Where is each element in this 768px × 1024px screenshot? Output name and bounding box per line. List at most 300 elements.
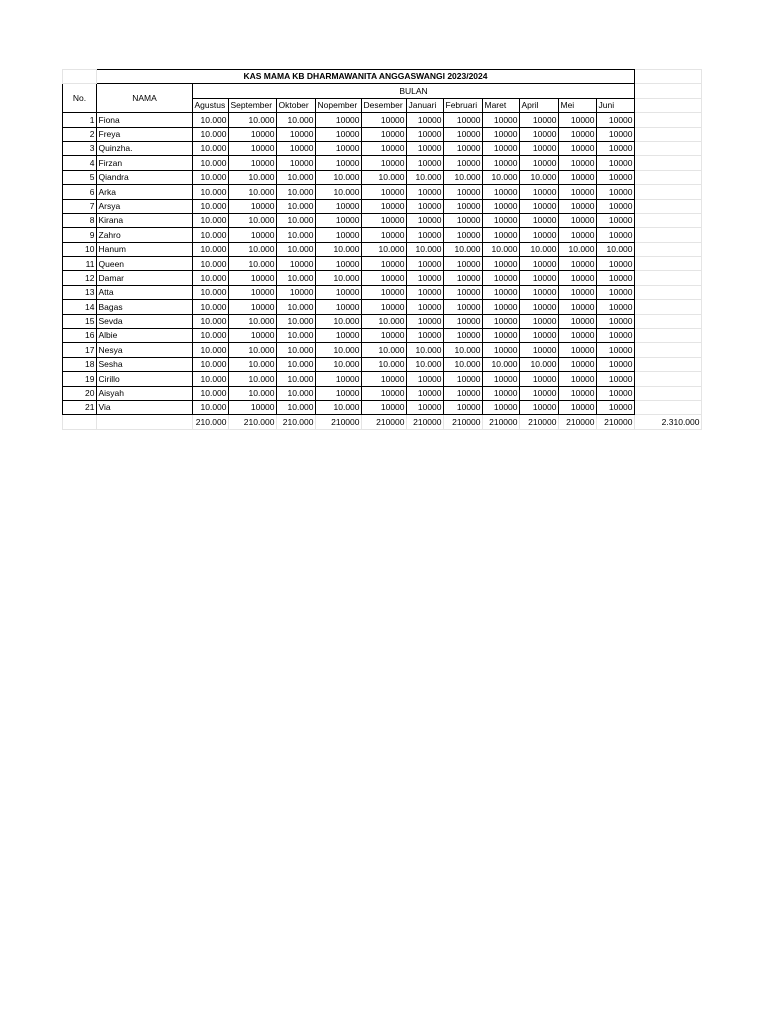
payment-cell-mei[interactable]: 10000 <box>559 329 597 343</box>
cell[interactable] <box>63 415 97 429</box>
month-header-juni[interactable]: Juni <box>597 98 635 112</box>
payment-cell-april[interactable]: 10000 <box>520 228 559 242</box>
payment-cell-februari[interactable]: 10000 <box>444 257 483 271</box>
payment-cell-agustus[interactable]: 10.000 <box>193 141 229 155</box>
row-number[interactable]: 21 <box>63 400 97 414</box>
student-name[interactable]: Albie <box>97 329 193 343</box>
payment-cell-agustus[interactable]: 10.000 <box>193 343 229 357</box>
payment-cell-oktober[interactable]: 10.000 <box>277 343 316 357</box>
cell[interactable] <box>635 84 702 98</box>
cell[interactable] <box>635 285 702 299</box>
row-number[interactable]: 8 <box>63 213 97 227</box>
payment-cell-agustus[interactable]: 10.000 <box>193 156 229 170</box>
cell[interactable] <box>635 242 702 256</box>
row-number[interactable]: 18 <box>63 357 97 371</box>
payment-cell-april[interactable]: 10000 <box>520 156 559 170</box>
payment-cell-februari[interactable]: 10.000 <box>444 242 483 256</box>
student-name[interactable]: Arka <box>97 185 193 199</box>
payment-cell-februari[interactable]: 10000 <box>444 228 483 242</box>
payment-cell-nopember[interactable]: 10.000 <box>316 357 362 371</box>
payment-cell-oktober[interactable]: 10.000 <box>277 372 316 386</box>
payment-cell-januari[interactable]: 10000 <box>407 257 444 271</box>
payment-cell-februari[interactable]: 10000 <box>444 329 483 343</box>
payment-cell-februari[interactable]: 10.000 <box>444 343 483 357</box>
payment-cell-nopember[interactable]: 10000 <box>316 228 362 242</box>
payment-cell-juni[interactable]: 10000 <box>597 300 635 314</box>
payment-cell-juni[interactable]: 10000 <box>597 185 635 199</box>
payment-cell-mei[interactable]: 10000 <box>559 228 597 242</box>
sheet-title[interactable]: KAS MAMA KB DHARMAWANITA ANGGASWANGI 2023/2024 <box>97 70 635 84</box>
total-april[interactable]: 210000 <box>520 415 559 429</box>
payment-cell-mei[interactable]: 10000 <box>559 400 597 414</box>
month-header-april[interactable]: April <box>520 98 559 112</box>
payment-cell-maret[interactable]: 10000 <box>483 113 520 127</box>
total-januari[interactable]: 210000 <box>407 415 444 429</box>
payment-cell-september[interactable]: 10000 <box>229 285 277 299</box>
payment-cell-maret[interactable]: 10000 <box>483 199 520 213</box>
payment-cell-oktober[interactable]: 10.000 <box>277 170 316 184</box>
payment-cell-april[interactable]: 10000 <box>520 343 559 357</box>
payment-cell-maret[interactable]: 10000 <box>483 127 520 141</box>
payment-cell-nopember[interactable]: 10000 <box>316 300 362 314</box>
payment-cell-nopember[interactable]: 10000 <box>316 257 362 271</box>
cell[interactable] <box>635 314 702 328</box>
payment-cell-april[interactable]: 10000 <box>520 329 559 343</box>
payment-cell-januari[interactable]: 10000 <box>407 113 444 127</box>
payment-cell-maret[interactable]: 10000 <box>483 386 520 400</box>
payment-cell-agustus[interactable]: 10.000 <box>193 213 229 227</box>
payment-cell-maret[interactable]: 10000 <box>483 285 520 299</box>
payment-cell-oktober[interactable]: 10.000 <box>277 199 316 213</box>
payment-cell-maret[interactable]: 10000 <box>483 228 520 242</box>
row-number[interactable]: 9 <box>63 228 97 242</box>
payment-cell-mei[interactable]: 10000 <box>559 285 597 299</box>
payment-cell-agustus[interactable]: 10.000 <box>193 257 229 271</box>
student-name[interactable]: Atta <box>97 285 193 299</box>
payment-cell-februari[interactable]: 10000 <box>444 271 483 285</box>
payment-cell-oktober[interactable]: 10000 <box>277 127 316 141</box>
payment-cell-agustus[interactable]: 10.000 <box>193 271 229 285</box>
payment-cell-oktober[interactable]: 10.000 <box>277 329 316 343</box>
payment-cell-januari[interactable]: 10000 <box>407 156 444 170</box>
bulan-header[interactable]: BULAN <box>193 84 635 98</box>
payment-cell-februari[interactable]: 10.000 <box>444 357 483 371</box>
payment-cell-april[interactable]: 10000 <box>520 141 559 155</box>
total-nopember[interactable]: 210000 <box>316 415 362 429</box>
payment-cell-april[interactable]: 10000 <box>520 386 559 400</box>
cell[interactable] <box>635 357 702 371</box>
student-name[interactable]: Kirana <box>97 213 193 227</box>
payment-cell-maret[interactable]: 10.000 <box>483 242 520 256</box>
payment-cell-september[interactable]: 10000 <box>229 300 277 314</box>
payment-cell-maret[interactable]: 10000 <box>483 271 520 285</box>
payment-cell-desember[interactable]: 10.000 <box>362 170 407 184</box>
payment-cell-desember[interactable]: 10000 <box>362 400 407 414</box>
month-header-oktober[interactable]: Oktober <box>277 98 316 112</box>
payment-cell-agustus[interactable]: 10.000 <box>193 113 229 127</box>
payment-cell-mei[interactable]: 10000 <box>559 185 597 199</box>
payment-cell-nopember[interactable]: 10000 <box>316 285 362 299</box>
payment-cell-maret[interactable]: 10000 <box>483 141 520 155</box>
student-name[interactable]: Damar <box>97 271 193 285</box>
payment-cell-agustus[interactable]: 10.000 <box>193 300 229 314</box>
payment-cell-september[interactable]: 10.000 <box>229 213 277 227</box>
payment-cell-agustus[interactable]: 10.000 <box>193 170 229 184</box>
payment-cell-juni[interactable]: 10000 <box>597 228 635 242</box>
payment-cell-mei[interactable]: 10000 <box>559 199 597 213</box>
payment-cell-agustus[interactable]: 10.000 <box>193 228 229 242</box>
cell[interactable] <box>635 127 702 141</box>
payment-cell-mei[interactable]: 10000 <box>559 257 597 271</box>
payment-cell-mei[interactable]: 10000 <box>559 372 597 386</box>
payment-cell-september[interactable]: 10.000 <box>229 314 277 328</box>
payment-cell-september[interactable]: 10000 <box>229 329 277 343</box>
payment-cell-nopember[interactable]: 10.000 <box>316 170 362 184</box>
payment-cell-nopember[interactable]: 10000 <box>316 127 362 141</box>
total-maret[interactable]: 210000 <box>483 415 520 429</box>
payment-cell-september[interactable]: 10.000 <box>229 170 277 184</box>
payment-cell-januari[interactable]: 10.000 <box>407 343 444 357</box>
payment-cell-april[interactable]: 10000 <box>520 285 559 299</box>
row-number[interactable]: 6 <box>63 185 97 199</box>
cell[interactable] <box>635 156 702 170</box>
payment-cell-maret[interactable]: 10000 <box>483 343 520 357</box>
payment-cell-mei[interactable]: 10000 <box>559 127 597 141</box>
payment-cell-maret[interactable]: 10000 <box>483 329 520 343</box>
payment-cell-oktober[interactable]: 10.000 <box>277 400 316 414</box>
row-number[interactable]: 2 <box>63 127 97 141</box>
cell[interactable] <box>635 386 702 400</box>
student-name[interactable]: Sevda <box>97 314 193 328</box>
payment-cell-februari[interactable]: 10000 <box>444 127 483 141</box>
payment-cell-agustus[interactable]: 10.000 <box>193 185 229 199</box>
cell[interactable] <box>635 257 702 271</box>
payment-cell-maret[interactable]: 10000 <box>483 300 520 314</box>
payment-cell-nopember[interactable]: 10000 <box>316 113 362 127</box>
payment-cell-nopember[interactable]: 10.000 <box>316 400 362 414</box>
payment-cell-februari[interactable]: 10000 <box>444 372 483 386</box>
payment-cell-januari[interactable]: 10000 <box>407 228 444 242</box>
month-header-agustus[interactable]: Agustus <box>193 98 229 112</box>
payment-cell-februari[interactable]: 10000 <box>444 300 483 314</box>
payment-cell-maret[interactable]: 10000 <box>483 185 520 199</box>
payment-cell-desember[interactable]: 10000 <box>362 141 407 155</box>
payment-cell-desember[interactable]: 10000 <box>362 185 407 199</box>
student-name[interactable]: Freya <box>97 127 193 141</box>
payment-cell-januari[interactable]: 10000 <box>407 386 444 400</box>
cell[interactable] <box>635 400 702 414</box>
payment-cell-juni[interactable]: 10000 <box>597 357 635 371</box>
payment-cell-juni[interactable]: 10000 <box>597 127 635 141</box>
row-number[interactable]: 7 <box>63 199 97 213</box>
payment-cell-januari[interactable]: 10.000 <box>407 242 444 256</box>
payment-cell-maret[interactable]: 10000 <box>483 372 520 386</box>
payment-cell-desember[interactable]: 10000 <box>362 285 407 299</box>
payment-cell-september[interactable]: 10000 <box>229 127 277 141</box>
student-name[interactable]: Arsya <box>97 199 193 213</box>
student-name[interactable]: Fiona <box>97 113 193 127</box>
payment-cell-april[interactable]: 10000 <box>520 213 559 227</box>
cell[interactable] <box>97 415 193 429</box>
payment-cell-desember[interactable]: 10.000 <box>362 357 407 371</box>
payment-cell-april[interactable]: 10000 <box>520 314 559 328</box>
payment-cell-oktober[interactable]: 10000 <box>277 285 316 299</box>
payment-cell-maret[interactable]: 10.000 <box>483 357 520 371</box>
payment-cell-desember[interactable]: 10000 <box>362 113 407 127</box>
cell[interactable] <box>635 141 702 155</box>
payment-cell-desember[interactable]: 10000 <box>362 127 407 141</box>
payment-cell-nopember[interactable]: 10000 <box>316 386 362 400</box>
row-number[interactable]: 3 <box>63 141 97 155</box>
payment-cell-september[interactable]: 10000 <box>229 141 277 155</box>
payment-cell-juni[interactable]: 10000 <box>597 314 635 328</box>
payment-cell-januari[interactable]: 10000 <box>407 199 444 213</box>
payment-cell-mei[interactable]: 10000 <box>559 141 597 155</box>
payment-cell-september[interactable]: 10000 <box>229 228 277 242</box>
payment-cell-oktober[interactable]: 10000 <box>277 141 316 155</box>
payment-cell-oktober[interactable]: 10000 <box>277 257 316 271</box>
student-name[interactable]: Firzan <box>97 156 193 170</box>
payment-cell-nopember[interactable]: 10000 <box>316 329 362 343</box>
payment-cell-maret[interactable]: 10000 <box>483 156 520 170</box>
total-agustus[interactable]: 210.000 <box>193 415 229 429</box>
payment-cell-april[interactable]: 10000 <box>520 372 559 386</box>
payment-cell-september[interactable]: 10.000 <box>229 357 277 371</box>
month-header-mei[interactable]: Mei <box>559 98 597 112</box>
payment-cell-juni[interactable]: 10000 <box>597 372 635 386</box>
payment-cell-mei[interactable]: 10000 <box>559 343 597 357</box>
month-header-maret[interactable]: Maret <box>483 98 520 112</box>
payment-cell-juni[interactable]: 10000 <box>597 156 635 170</box>
payment-cell-mei[interactable]: 10.000 <box>559 242 597 256</box>
total-mei[interactable]: 210000 <box>559 415 597 429</box>
payment-cell-nopember[interactable]: 10.000 <box>316 314 362 328</box>
row-number[interactable]: 5 <box>63 170 97 184</box>
payment-cell-april[interactable]: 10000 <box>520 257 559 271</box>
payment-cell-oktober[interactable]: 10.000 <box>277 386 316 400</box>
row-number[interactable]: 19 <box>63 372 97 386</box>
payment-cell-oktober[interactable]: 10.000 <box>277 185 316 199</box>
payment-cell-september[interactable]: 10000 <box>229 199 277 213</box>
month-header-nopember[interactable]: Nopember <box>316 98 362 112</box>
payment-cell-januari[interactable]: 10000 <box>407 213 444 227</box>
row-number[interactable]: 14 <box>63 300 97 314</box>
payment-cell-september[interactable]: 10000 <box>229 271 277 285</box>
cell[interactable] <box>635 185 702 199</box>
payment-cell-februari[interactable]: 10000 <box>444 386 483 400</box>
row-number[interactable]: 15 <box>63 314 97 328</box>
payment-cell-desember[interactable]: 10000 <box>362 213 407 227</box>
student-name[interactable]: Quinzha. <box>97 141 193 155</box>
payment-cell-desember[interactable]: 10000 <box>362 372 407 386</box>
payment-cell-desember[interactable]: 10.000 <box>362 343 407 357</box>
payment-cell-agustus[interactable]: 10.000 <box>193 400 229 414</box>
cell[interactable] <box>635 199 702 213</box>
cell[interactable] <box>635 300 702 314</box>
payment-cell-agustus[interactable]: 10.000 <box>193 372 229 386</box>
payment-cell-april[interactable]: 10000 <box>520 300 559 314</box>
row-number[interactable]: 11 <box>63 257 97 271</box>
payment-cell-oktober[interactable]: 10.000 <box>277 300 316 314</box>
payment-cell-september[interactable]: 10.000 <box>229 185 277 199</box>
total-februari[interactable]: 210000 <box>444 415 483 429</box>
payment-cell-mei[interactable]: 10000 <box>559 386 597 400</box>
payment-cell-agustus[interactable]: 10.000 <box>193 329 229 343</box>
payment-cell-juni[interactable]: 10000 <box>597 113 635 127</box>
row-number[interactable]: 13 <box>63 285 97 299</box>
payment-cell-nopember[interactable]: 10.000 <box>316 242 362 256</box>
payment-cell-september[interactable]: 10.000 <box>229 113 277 127</box>
payment-cell-februari[interactable]: 10000 <box>444 285 483 299</box>
month-header-september[interactable]: September <box>229 98 277 112</box>
cell[interactable] <box>635 98 702 112</box>
cell[interactable] <box>63 70 97 84</box>
payment-cell-nopember[interactable]: 10.000 <box>316 185 362 199</box>
payment-cell-desember[interactable]: 10000 <box>362 329 407 343</box>
total-desember[interactable]: 210000 <box>362 415 407 429</box>
payment-cell-april[interactable]: 10.000 <box>520 357 559 371</box>
cell[interactable] <box>635 329 702 343</box>
payment-cell-april[interactable]: 10000 <box>520 127 559 141</box>
payment-cell-februari[interactable]: 10000 <box>444 314 483 328</box>
cell[interactable] <box>635 228 702 242</box>
student-name[interactable]: Sesha <box>97 357 193 371</box>
payment-cell-nopember[interactable]: 10.000 <box>316 343 362 357</box>
total-juni[interactable]: 210000 <box>597 415 635 429</box>
payment-cell-nopember[interactable]: 10000 <box>316 372 362 386</box>
cell[interactable] <box>635 271 702 285</box>
payment-cell-maret[interactable]: 10000 <box>483 314 520 328</box>
row-number[interactable]: 12 <box>63 271 97 285</box>
total-oktober[interactable]: 210.000 <box>277 415 316 429</box>
payment-cell-agustus[interactable]: 10.000 <box>193 357 229 371</box>
row-number[interactable]: 1 <box>63 113 97 127</box>
row-number[interactable]: 10 <box>63 242 97 256</box>
payment-cell-desember[interactable]: 10000 <box>362 300 407 314</box>
payment-cell-maret[interactable]: 10000 <box>483 400 520 414</box>
payment-cell-februari[interactable]: 10000 <box>444 213 483 227</box>
payment-cell-mei[interactable]: 10000 <box>559 300 597 314</box>
payment-cell-januari[interactable]: 10000 <box>407 185 444 199</box>
row-number[interactable]: 4 <box>63 156 97 170</box>
student-name[interactable]: Queen <box>97 257 193 271</box>
payment-cell-januari[interactable]: 10000 <box>407 400 444 414</box>
row-number[interactable]: 16 <box>63 329 97 343</box>
payment-cell-september[interactable]: 10.000 <box>229 372 277 386</box>
payment-cell-desember[interactable]: 10.000 <box>362 242 407 256</box>
payment-cell-maret[interactable]: 10.000 <box>483 170 520 184</box>
payment-cell-juni[interactable]: 10000 <box>597 271 635 285</box>
student-name[interactable]: Cirillo <box>97 372 193 386</box>
payment-cell-juni[interactable]: 10000 <box>597 343 635 357</box>
payment-cell-april[interactable]: 10.000 <box>520 242 559 256</box>
payment-cell-oktober[interactable]: 10.000 <box>277 228 316 242</box>
payment-cell-april[interactable]: 10.000 <box>520 170 559 184</box>
payment-cell-februari[interactable]: 10000 <box>444 400 483 414</box>
payment-cell-oktober[interactable]: 10.000 <box>277 242 316 256</box>
payment-cell-desember[interactable]: 10000 <box>362 199 407 213</box>
payment-cell-september[interactable]: 10.000 <box>229 386 277 400</box>
student-name[interactable]: Aisyah <box>97 386 193 400</box>
student-name[interactable]: Nesya <box>97 343 193 357</box>
row-number[interactable]: 20 <box>63 386 97 400</box>
payment-cell-september[interactable]: 10.000 <box>229 242 277 256</box>
cell[interactable] <box>635 170 702 184</box>
payment-cell-maret[interactable]: 10000 <box>483 257 520 271</box>
payment-cell-april[interactable]: 10000 <box>520 271 559 285</box>
payment-cell-juni[interactable]: 10000 <box>597 285 635 299</box>
payment-cell-januari[interactable]: 10000 <box>407 329 444 343</box>
payment-cell-desember[interactable]: 10000 <box>362 257 407 271</box>
payment-cell-februari[interactable]: 10.000 <box>444 170 483 184</box>
payment-cell-januari[interactable]: 10000 <box>407 314 444 328</box>
payment-cell-nopember[interactable]: 10000 <box>316 213 362 227</box>
payment-cell-april[interactable]: 10000 <box>520 199 559 213</box>
cell[interactable] <box>635 343 702 357</box>
payment-cell-juni[interactable]: 10000 <box>597 170 635 184</box>
payment-cell-mei[interactable]: 10000 <box>559 271 597 285</box>
nama-header[interactable]: NAMA <box>97 84 193 113</box>
total-september[interactable]: 210.000 <box>229 415 277 429</box>
payment-cell-februari[interactable]: 10000 <box>444 185 483 199</box>
row-number[interactable]: 17 <box>63 343 97 357</box>
payment-cell-agustus[interactable]: 10.000 <box>193 285 229 299</box>
payment-cell-januari[interactable]: 10000 <box>407 372 444 386</box>
payment-cell-februari[interactable]: 10000 <box>444 156 483 170</box>
payment-cell-desember[interactable]: 10000 <box>362 228 407 242</box>
payment-cell-mei[interactable]: 10000 <box>559 113 597 127</box>
month-header-januari[interactable]: Januari <box>407 98 444 112</box>
payment-cell-desember[interactable]: 10000 <box>362 271 407 285</box>
payment-cell-juni[interactable]: 10000 <box>597 400 635 414</box>
payment-cell-maret[interactable]: 10000 <box>483 213 520 227</box>
payment-cell-desember[interactable]: 10000 <box>362 386 407 400</box>
payment-cell-nopember[interactable]: 10000 <box>316 199 362 213</box>
payment-cell-april[interactable]: 10000 <box>520 185 559 199</box>
student-name[interactable]: Qiandra <box>97 170 193 184</box>
payment-cell-juni[interactable]: 10000 <box>597 213 635 227</box>
payment-cell-juni[interactable]: 10000 <box>597 199 635 213</box>
student-name[interactable]: Zahro <box>97 228 193 242</box>
payment-cell-mei[interactable]: 10000 <box>559 156 597 170</box>
cell[interactable] <box>635 70 702 84</box>
payment-cell-mei[interactable]: 10000 <box>559 314 597 328</box>
payment-cell-agustus[interactable]: 10.000 <box>193 199 229 213</box>
payment-cell-september[interactable]: 10000 <box>229 400 277 414</box>
student-name[interactable]: Via <box>97 400 193 414</box>
student-name[interactable]: Bagas <box>97 300 193 314</box>
payment-cell-oktober[interactable]: 10.000 <box>277 113 316 127</box>
month-header-desember[interactable]: Desember <box>362 98 407 112</box>
payment-cell-mei[interactable]: 10000 <box>559 170 597 184</box>
payment-cell-nopember[interactable]: 10.000 <box>316 271 362 285</box>
payment-cell-januari[interactable]: 10000 <box>407 141 444 155</box>
payment-cell-januari[interactable]: 10.000 <box>407 170 444 184</box>
student-name[interactable]: Hanum <box>97 242 193 256</box>
payment-cell-mei[interactable]: 10000 <box>559 213 597 227</box>
payment-cell-februari[interactable]: 10000 <box>444 113 483 127</box>
cell[interactable] <box>635 113 702 127</box>
payment-cell-oktober[interactable]: 10000 <box>277 156 316 170</box>
payment-cell-oktober[interactable]: 10.000 <box>277 213 316 227</box>
payment-cell-nopember[interactable]: 10000 <box>316 156 362 170</box>
payment-cell-agustus[interactable]: 10.000 <box>193 127 229 141</box>
payment-cell-juni[interactable]: 10.000 <box>597 242 635 256</box>
payment-cell-januari[interactable]: 10000 <box>407 271 444 285</box>
month-header-februari[interactable]: Februari <box>444 98 483 112</box>
payment-cell-agustus[interactable]: 10.000 <box>193 242 229 256</box>
payment-cell-nopember[interactable]: 10000 <box>316 141 362 155</box>
